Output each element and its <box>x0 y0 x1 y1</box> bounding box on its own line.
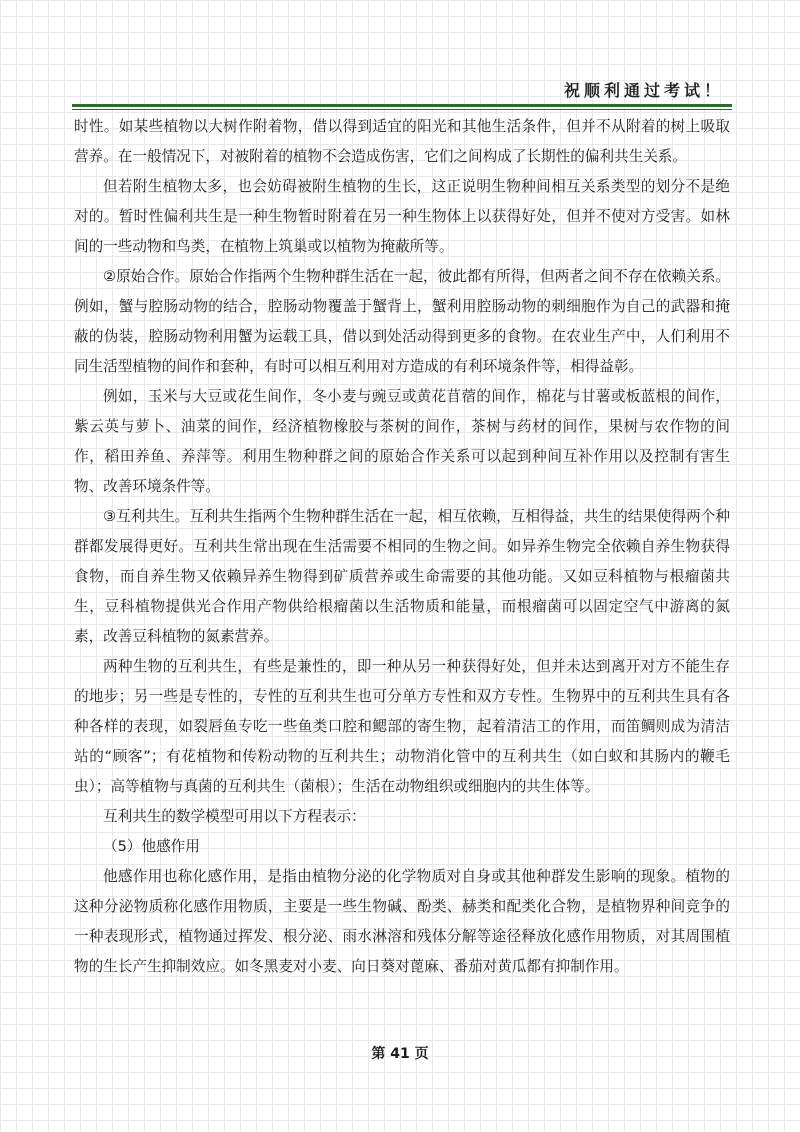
paragraph: 但若附生植物太多，也会妨碍被附生植物的生长，这正说明生物种间相互关系类型的划分不是绝对的。暂时性偏利共生是一种生物暂时附着在另一种生物体上以获得好处，但并不使对方受害。如林间的一些动物和鸟类，在植物上筑巢或以植物为掩蔽所等。 <box>74 178 730 255</box>
page-number: 第 41 页 <box>371 1046 429 1062</box>
paragraph: 时性。如某些植物以大树作附着物，借以得到适宜的阳光和其他生活条件，但并不从附着的树上吸取营养。在一般情况下，对被附着的植物不会造成伤害，它们之间构成了长期性的偏利共生关系。 <box>74 118 730 165</box>
section-heading: （5）他感作用 <box>103 838 200 855</box>
paragraph: 例如，玉米与大豆或花生间作，冬小麦与豌豆或黄花苜蓿的间作，棉花与甘薯或板蓝根的间作，紫云英与萝卜、油菜的间作，经济植物橡胶与茶树的间作，茶树与药材的间作，果树与农作物的间作，稻田养鱼、养萍等。利用生物种群之间的原始合作关系可以起到种间互补作用以及控制有害生物、改善环境条件等。 <box>74 388 730 495</box>
body-text <box>74 112 730 982</box>
header-motto: 祝顺利通过考试！ <box>563 81 724 100</box>
header-rule <box>72 104 732 107</box>
paragraph: 互利共生的数学模型可用以下方程表示： <box>103 808 366 825</box>
paragraph: ③互利共生。互利共生指两个生物种群生活在一起，相互依赖，互相得益，共生的结果使得两个种群都发展得更好。互利共生常出现在生活需要不相同的生物之间。如异养生物完全依赖自养生物获得食物，而自养生物又依赖异养生物得到矿质营养或生命需要的其他功能。又如豆科植物与根瘤菌共生，豆科植物提供光合作用产物供给根瘤菌以生活物质和能量，而根瘤菌可以固定空气中游离的氮素，改善豆科植物的氮素营养。 <box>74 508 730 645</box>
paragraph: 他感作用也称化感作用，是指由植物分泌的化学物质对自身或其他种群发生影响的现象。植物的这种分泌物质称化感作用物质，主要是一些生物碱、酚类、赫类和配类化合物，是植物界种间竞争的一种表现形式，植物通过挥发、根分泌、雨水淋溶和残体分解等途径释放化感作用物质，对其周围植物的生长产生抑制效应。如冬黑麦对小麦、向日葵对蓖麻、番茄对黄瓜都有抑制作用。 <box>74 868 730 975</box>
paragraph: 两种生物的互利共生，有些是兼性的，即一种从另一种获得好处，但并未达到离开对方不能生存的地步；另一些是专性的，专性的互利共生也可分单方专性和双方专性。生物界中的互利共生具有各种各样的表现，如裂唇鱼专吃一些鱼类口腔和鳃部的寄生物，起着清洁工的作用，而笛鲷则成为清洁站的“顾客”；有花植物和传粉动物的互利共生；动物消化管中的互利共生（如白蚁和其肠内的鞭毛虫）；高等植物与真菌的互利共生（菌根）；生活在动物组织或细胞内的共生体等。 <box>74 658 730 795</box>
paragraph: ②原始合作。原始合作指两个生物种群生活在一起，彼此都有所得，但两者之间不存在依赖关系。例如，蟹与腔肠动物的结合，腔肠动物覆盖于蟹背上，蟹利用腔肠动物的刺细胞作为自己的武器和掩蔽的伪装，腔肠动物利用蟹为运载工具，借以到处活动得到更多的食物。在农业生产中，人们利用不同生活型植物的间作和套种，有时可以相互利用对方造成的有利环境条件等，相得益彰。 <box>74 268 730 375</box>
header-rule-thin <box>72 109 732 110</box>
